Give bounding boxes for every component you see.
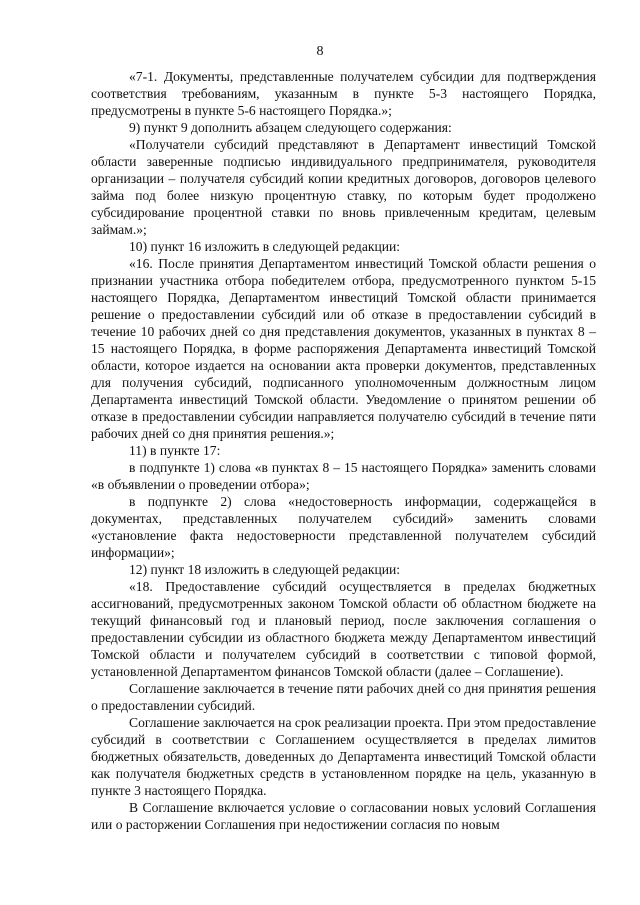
paragraph-7-1: «7-1. Документы, представленные получателем субсидии для подтверждения соответствия требованиям, указанным в пункте 5-3 настоящего Порядка, предусмотрены в пункте 5-6 настоящего Порядка.»;: [91, 69, 596, 118]
paragraph-subitem-1: в подпункте 1) слова «в пунктах 8 – 15 настоящего Порядка» заменить словами «в объявлении о проведении отбора»;: [91, 460, 596, 492]
paragraph-item-10: 10) пункт 16 изложить в следующей редакции:: [129, 239, 401, 254]
paragraph-item-9: 9) пункт 9 дополнить абзацем следующего содержания:: [129, 120, 452, 135]
paragraph-agreement-period: Соглашение заключается на срок реализации проекта. При этом предоставление субсидий в соответствии с Соглашением осуществляется в пределах лимитов бюджетных обязательств, доведенных до Департамента инвестиций Томской области как получателя бюджетных средств в установленном порядке на цель, указанную в пункте 3 настоящего Порядка.: [91, 715, 596, 798]
page-number: 8: [316, 44, 324, 59]
paragraph-item-12: 12) пункт 18 изложить в следующей редакции:: [129, 562, 401, 577]
paragraph-subitem-2: в подпункте 2) слова «недостоверность информации, содержащейся в документах, представленных получателем субсидий» заменить словами «установление факта недостоверности представленной получателем субсидий информации»;: [91, 494, 596, 560]
paragraph-agreement-term: Соглашение заключается в течение пяти рабочих дней со дня принятия решения о предоставлении субсидий.: [91, 681, 596, 713]
paragraph-18: «18. Предоставление субсидий осуществляется в пределах бюджетных ассигнований, предусмотренных законом Томской области об областном бюджете на текущий финансовый год и плановый период, после заключения соглашения о предоставлении субсидии из областного бюджета между Департаментом инвестиций Томской области и получателем субсидий в соответствии с типовой формой, установленной Департаментом финансов Томской области (далее – Соглашение).: [91, 579, 596, 679]
document-body: [91, 68, 596, 833]
paragraph-item-11: 11) в пункте 17:: [129, 443, 221, 458]
paragraph-recipients: «Получатели субсидий представляют в Департамент инвестиций Томской области заверенные подписью индивидуального предпринимателя, руководителя организации – получателя субсидий копии кредитных договоров, договоров целевого займа под более низкую процентную ставку, по которым будет продолжено субсидирование процентной ставки по вновь привлеченным кредитам, целевым займам.»;: [91, 137, 596, 237]
paragraph-16: «16. После принятия Департаментом инвестиций Томской области решения о признании участника отбора победителем отбора, предусмотренного пунктом 5-15 настоящего Порядка, Департаментом инвестиций Томской области принимается решение о предоставлении субсидий или об отказе в предоставлении субсидий в течение 10 рабочих дней со дня представления документов, указанных в пунктах 8 – 15 настоящего Порядка, в форме распоряжения Департамента инвестиций Томской области, которое издается на основании акта проверки документов, представленных для получения субсидий, подписанного уполномоченным должностным лицом Департамента инвестиций Томской области. Уведомление о принятом решении об отказе в предоставлении субсидии направляется получателю субсидий в течение пяти рабочих дней со дня принятия решения.»;: [91, 256, 596, 441]
paragraph-agreement-conditions: В Соглашение включается условие о согласовании новых условий Соглашения или о расторжении Соглашения при недостижении согласия по новым: [91, 800, 596, 832]
